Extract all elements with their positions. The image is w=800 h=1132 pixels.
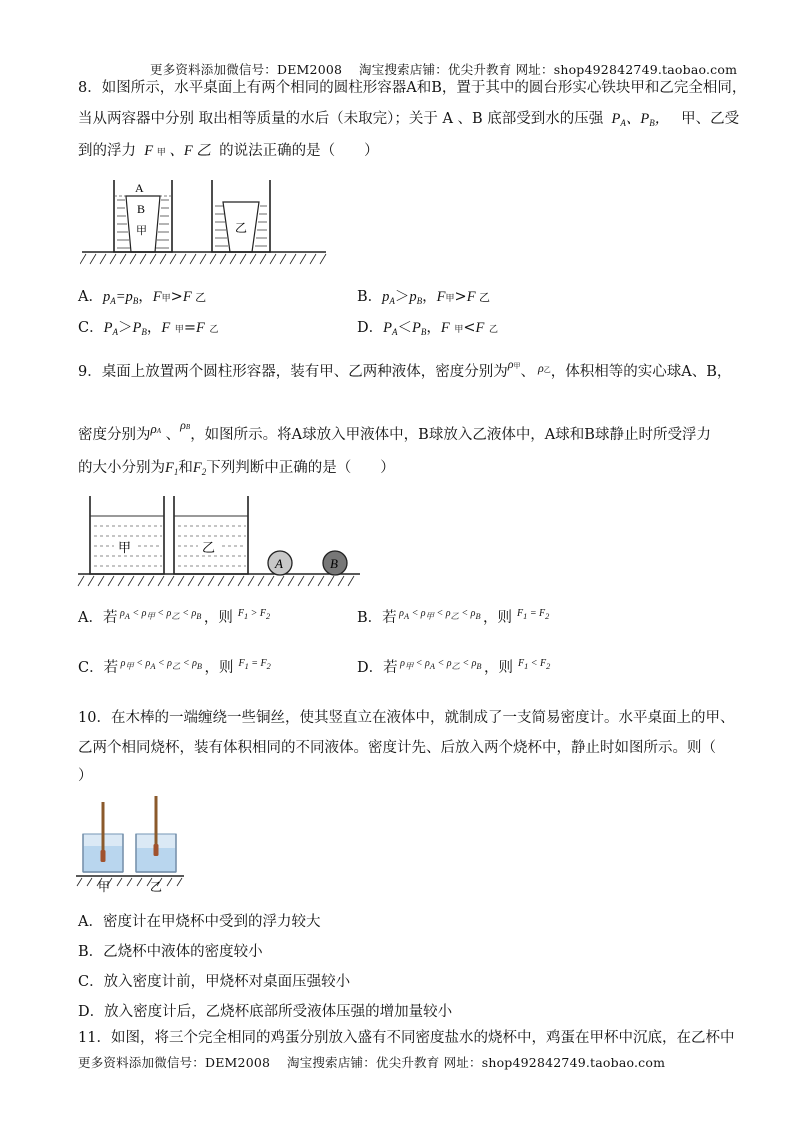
q10-line2: 乙两个相同烧杯，装有体积相同的不同液体。密度计先、后放入两个烧杯中，静止时如图所示。则（: [78, 740, 716, 756]
q9-option-d: D．若 $^{\rho_甲 < \rho_A < \rho_乙 < \rho_B}$ ，则 $^{F_1 < F_2}$: [357, 658, 551, 676]
q10-figure: [76, 794, 186, 894]
q9-option-a: A．若 $^{\rho_A < \rho_甲 < \rho_乙 < \rho_B}$ ，则 $^{F_1 > F_2}$: [78, 608, 271, 626]
q9-line1-text: 9．桌面上放置两个圆柱形容器，装有甲、乙两种液体，密度分别为: [78, 364, 508, 380]
q10-option-b: B．乙烧杯中液体的密度较小: [78, 944, 263, 960]
q8-option-c: C．$P_A>P_B$，F 甲=F 乙: [78, 320, 219, 337]
q10-option-c: C．放入密度计前，甲烧杯对桌面压强较小: [78, 974, 351, 990]
q8-option-a: A．$p_A=p_B$，F甲>F 乙: [78, 289, 207, 306]
q9-line2-text: 密度分别为: [78, 427, 151, 443]
q9-ball-b: B: [330, 556, 338, 571]
q9-line2-end: ，如图所示。将A球放入甲液体中，B球放入乙液体中，A球和B球静止时所受浮力: [190, 427, 711, 443]
q8-line3-text: 到的浮力: [78, 143, 136, 159]
q10-line1: 10．在木棒的一端缠绕一些铜丝，使其竖直立在液体中，就制成了一支简易密度计。水平桌面上的甲、: [78, 710, 735, 726]
q8-fig-label-yi: 乙: [235, 221, 248, 235]
q10-option-a: A．密度计在甲烧杯中受到的浮力较大: [78, 914, 321, 930]
q10-fig-label-yi: 乙: [150, 880, 163, 894]
q8-force-symbols: F 甲 、F 乙: [140, 143, 215, 159]
q8-line2-text: 当从两容器中分别 取出相等质量的水后（未取完）；关于 A 、B 底部受到水的压强: [78, 111, 604, 127]
q8-fig-label-B: B: [137, 202, 146, 216]
q8-fig-label-jia: 甲: [136, 225, 147, 237]
q9-fig-label-yi: 乙: [202, 540, 216, 555]
q8-figure: [80, 176, 330, 268]
q8-line3: [78, 141, 379, 162]
q8-line3-end: 的说法正确的是（ ）: [219, 143, 379, 159]
q9-line1-end: ，体积相等的实心球A、B，: [550, 364, 732, 380]
q9-option-c: C．若 $^{\rho_甲 < \rho_A < \rho_乙 < \rho_B}$ ，则 $^{F_1 = F_2}$: [78, 658, 271, 676]
q10-line3: ）: [78, 768, 93, 784]
q9-fig-label-jia: 甲: [118, 540, 132, 555]
q10-fig-label-jia: 甲: [98, 880, 111, 894]
page-footer: 更多资料添加微信号：DEM2008 淘宝搜索店铺：优尖升教育 网址：shop492842749.taobao.com: [78, 1055, 666, 1070]
q9-option-b: B．若 $^{\rho_A < \rho_甲 < \rho_乙 < \rho_B}$ ，则 $^{F_1 = F_2}$: [357, 608, 550, 626]
q8-line1: 8．如图所示，水平桌面上有两个相同的圆柱形容器A和B，置于其中的圆台形实心铁块甲和乙完全相同，: [78, 80, 747, 96]
q9-ball-a: A: [275, 556, 283, 571]
q10-option-d: D．放入密度计后，乙烧杯底部所受液体压强的增加量较小: [78, 1004, 453, 1020]
q8-option-b: B．$p_A>p_B$，F甲>F 乙: [357, 289, 491, 306]
q8-line2-end: 甲、乙受: [681, 111, 740, 127]
page-header: 更多资料添加微信号：DEM2008 淘宝搜索店铺：优尖升教育 网址：shop492842749.taobao.com: [150, 62, 738, 77]
q11-line1: 11．如图，将三个完全相同的鸡蛋分别放入盛有不同密度盐水的烧杯中，鸡蛋在甲杯中沉底，在乙杯中: [78, 1030, 735, 1046]
q9-line1: 9．桌面上放置两个圆柱形容器，装有甲、乙两种液体，密度分别为$^{\rho 甲}$、 $^{\rho 乙}$，体积相等的实心球A、B，: [78, 357, 732, 380]
q8-option-d: D．$P_A<P_B$，F 甲<F 乙: [357, 320, 498, 337]
q9-figure: [76, 490, 366, 590]
q8-pressure-symbols: $P_A$、$P_B$，: [607, 111, 677, 128]
q9-line2: 密度分别为ρA 、$^{\rho B}$，如图所示。将A球放入甲液体中，B球放入乙液体中，A球和B球静止时所受浮力: [78, 418, 711, 443]
q8-line2: [78, 109, 739, 133]
q9-line3: 的大小分别为$F_1$和$F_2$下列判断中正确的是（ ）: [78, 460, 395, 477]
q8-fig-label-A: A: [135, 181, 144, 195]
